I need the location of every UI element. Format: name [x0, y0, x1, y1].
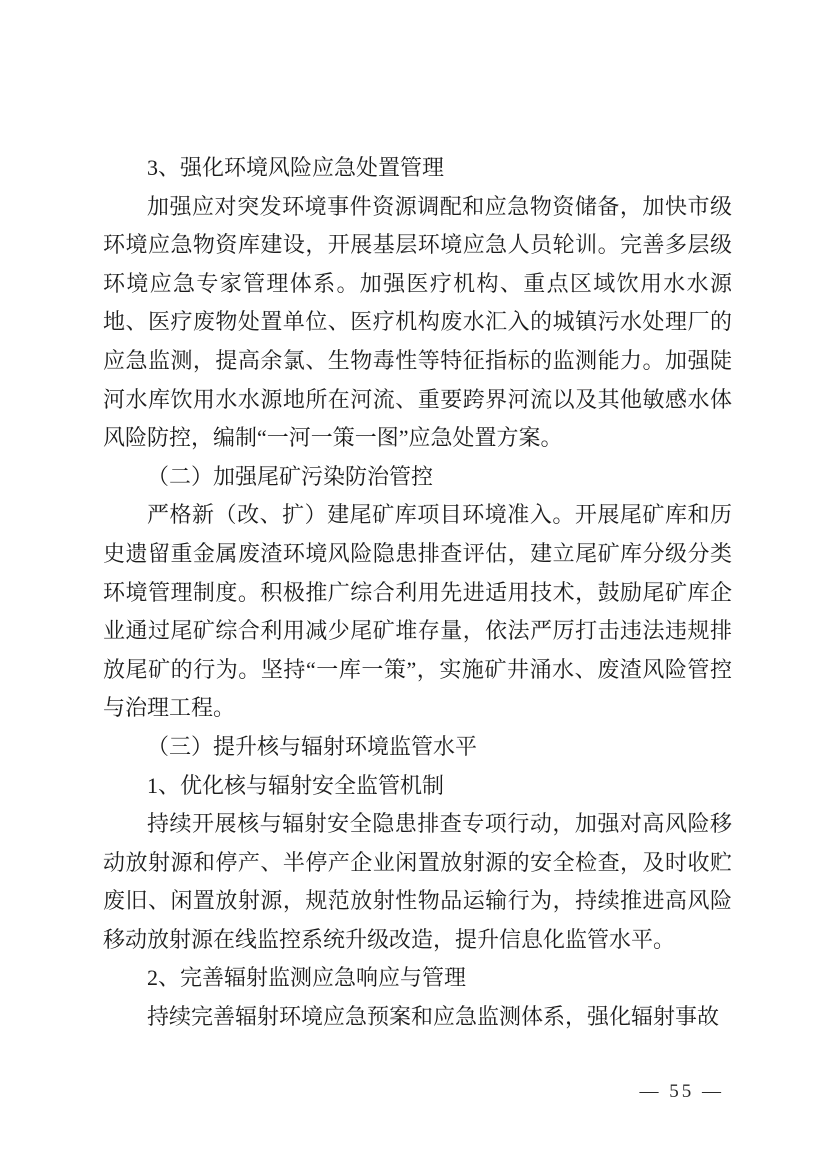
page-number: — 55 —	[639, 1081, 724, 1102]
paragraph: 加强应对突发环境事件资源调配和应急物资储备，加快市级环境应急物资库建设，开展基层环境应急人员轮训。完善多层级环境应急专家管理体系。加强医疗机构、重点区域饮用水水源地、医疗废物处置单位、医疗机构废水汇入的城镇污水处理厂的应急监测，提高余氯、生物毒性等特征指标的监测能力。加强陡河水库饮用水水源地所在河流、重要跨界河流以及其他敏感水体风险防控，编制“一河一策一图”应急处置方案。	[103, 193, 732, 451]
section-heading-3-nuclear: （三）提升核与辐射环境监管水平	[147, 733, 478, 759]
document-content	[103, 149, 732, 1037]
section-heading-3: 3、强化环境风险应急处置管理	[147, 155, 445, 180]
subsection-heading-1: 1、优化核与辐射安全监管机制	[147, 772, 445, 798]
subsection-heading-2: 2、完善辐射监测应急响应与管理	[147, 965, 467, 991]
section-heading-2-tailings: （二）加强尾矿污染防治管控	[147, 463, 434, 489]
paragraph: 严格新（改、扩）建尾矿库项目环境准入。开展尾矿库和历史遗留重金属废渣环境风险隐患排查评估，建立尾矿库分级分类环境管理制度。积极推广综合利用先进适用技术，鼓励尾矿库企业通过尾矿综合利用减少尾矿堆存量，依法严厉打击违法违规排放尾矿的行为。坚持“一库一策”，实施矿井涌水、废渣风险管控与治理工程。	[103, 502, 732, 721]
paragraph: 持续完善辐射环境应急预案和应急监测体系，强化辐射事故	[147, 1004, 720, 1030]
paragraph: 持续开展核与辐射安全隐患排查专项行动，加强对高风险移动放射源和停产、半停产企业闲置放射源的安全检查，及时收贮废旧、闲置放射源，规范放射性物品运输行为，持续推进高风险移动放射源在线监控系统升级改造，提升信息化监管水平。	[103, 811, 732, 952]
